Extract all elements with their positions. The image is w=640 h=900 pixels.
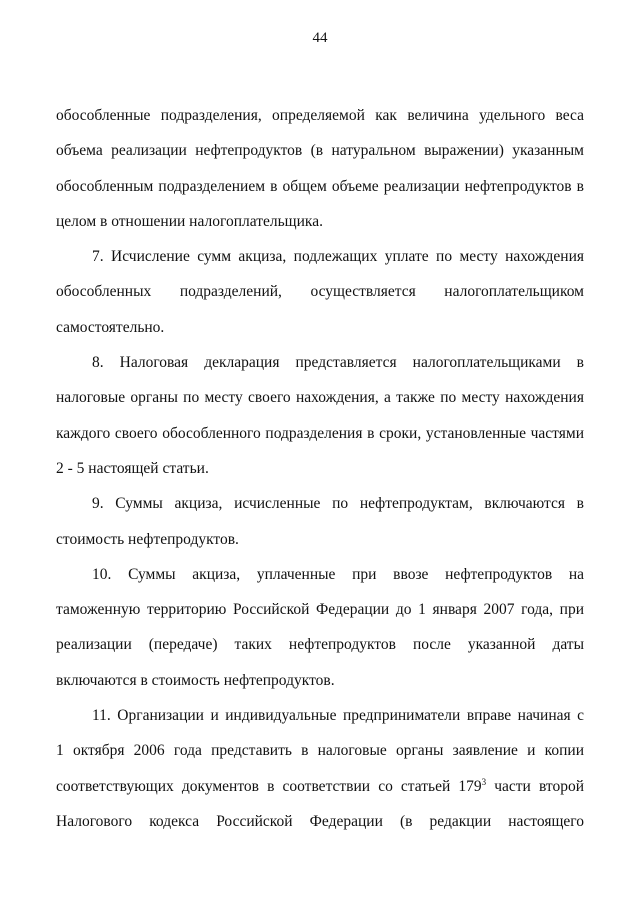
paragraph-7-line: 7. Исчисление сумм акциза, подлежащих уплате по месту нахождения: [92, 248, 584, 266]
text-line: обособленным подразделением в общем объеме реализации нефтепродуктов в: [56, 177, 584, 195]
text-line: 1 октября 2006 года представить в налоговые органы заявление и копии: [56, 742, 584, 760]
paragraph-9-line: 9. Суммы акциза, исчисленные по нефтепродуктам, включаются в: [92, 495, 584, 513]
text-line: объема реализации нефтепродуктов (в натуральном выражении) указанным: [56, 142, 584, 160]
paragraph-11-line: 11. Организации и индивидуальные предприниматели вправе начиная с: [92, 707, 584, 725]
text-fragment: соответствующих документов в соответствии со статьей 179: [56, 777, 482, 795]
text-line: каждого своего обособленного подразделения в сроки, установленные частями: [56, 424, 584, 442]
page-number: 44: [312, 30, 328, 46]
text-line: Налогового кодекса Российской Федерации (в редакции настоящего: [56, 812, 584, 830]
paragraph-10-line: 10. Суммы акциза, уплаченные при ввозе нефтепродуктов на: [92, 565, 584, 583]
text-line: налоговые органы по месту своего нахождения, а также по месту нахождения: [56, 389, 584, 407]
document-body: [56, 98, 584, 839]
text-line: целом в отношении налогоплательщика.: [56, 212, 323, 230]
text-line: обособленные подразделения, определяемой как величина удельного веса: [56, 107, 584, 124]
text-line: реализации (передаче) таких нефтепродуктов после указанной даты: [56, 636, 584, 654]
superscript: 3: [481, 776, 487, 787]
text-fragment: части второй: [486, 777, 584, 795]
text-line: обособленных подразделений, осуществляется налогоплательщиком: [56, 283, 584, 301]
text-line: включаются в стоимость нефтепродуктов.: [56, 671, 335, 689]
text-line: самостоятельно.: [56, 318, 165, 336]
text-line: таможенную территорию Российской Федерации до 1 января 2007 года, при: [56, 601, 584, 619]
text-line-with-superscript: [56, 769, 584, 804]
text-line: 2 - 5 настоящей статьи.: [56, 459, 209, 477]
text-line: стоимость нефтепродуктов.: [56, 530, 239, 548]
paragraph-8-line: 8. Налоговая декларация представляется налогоплательщиками в: [92, 354, 584, 372]
